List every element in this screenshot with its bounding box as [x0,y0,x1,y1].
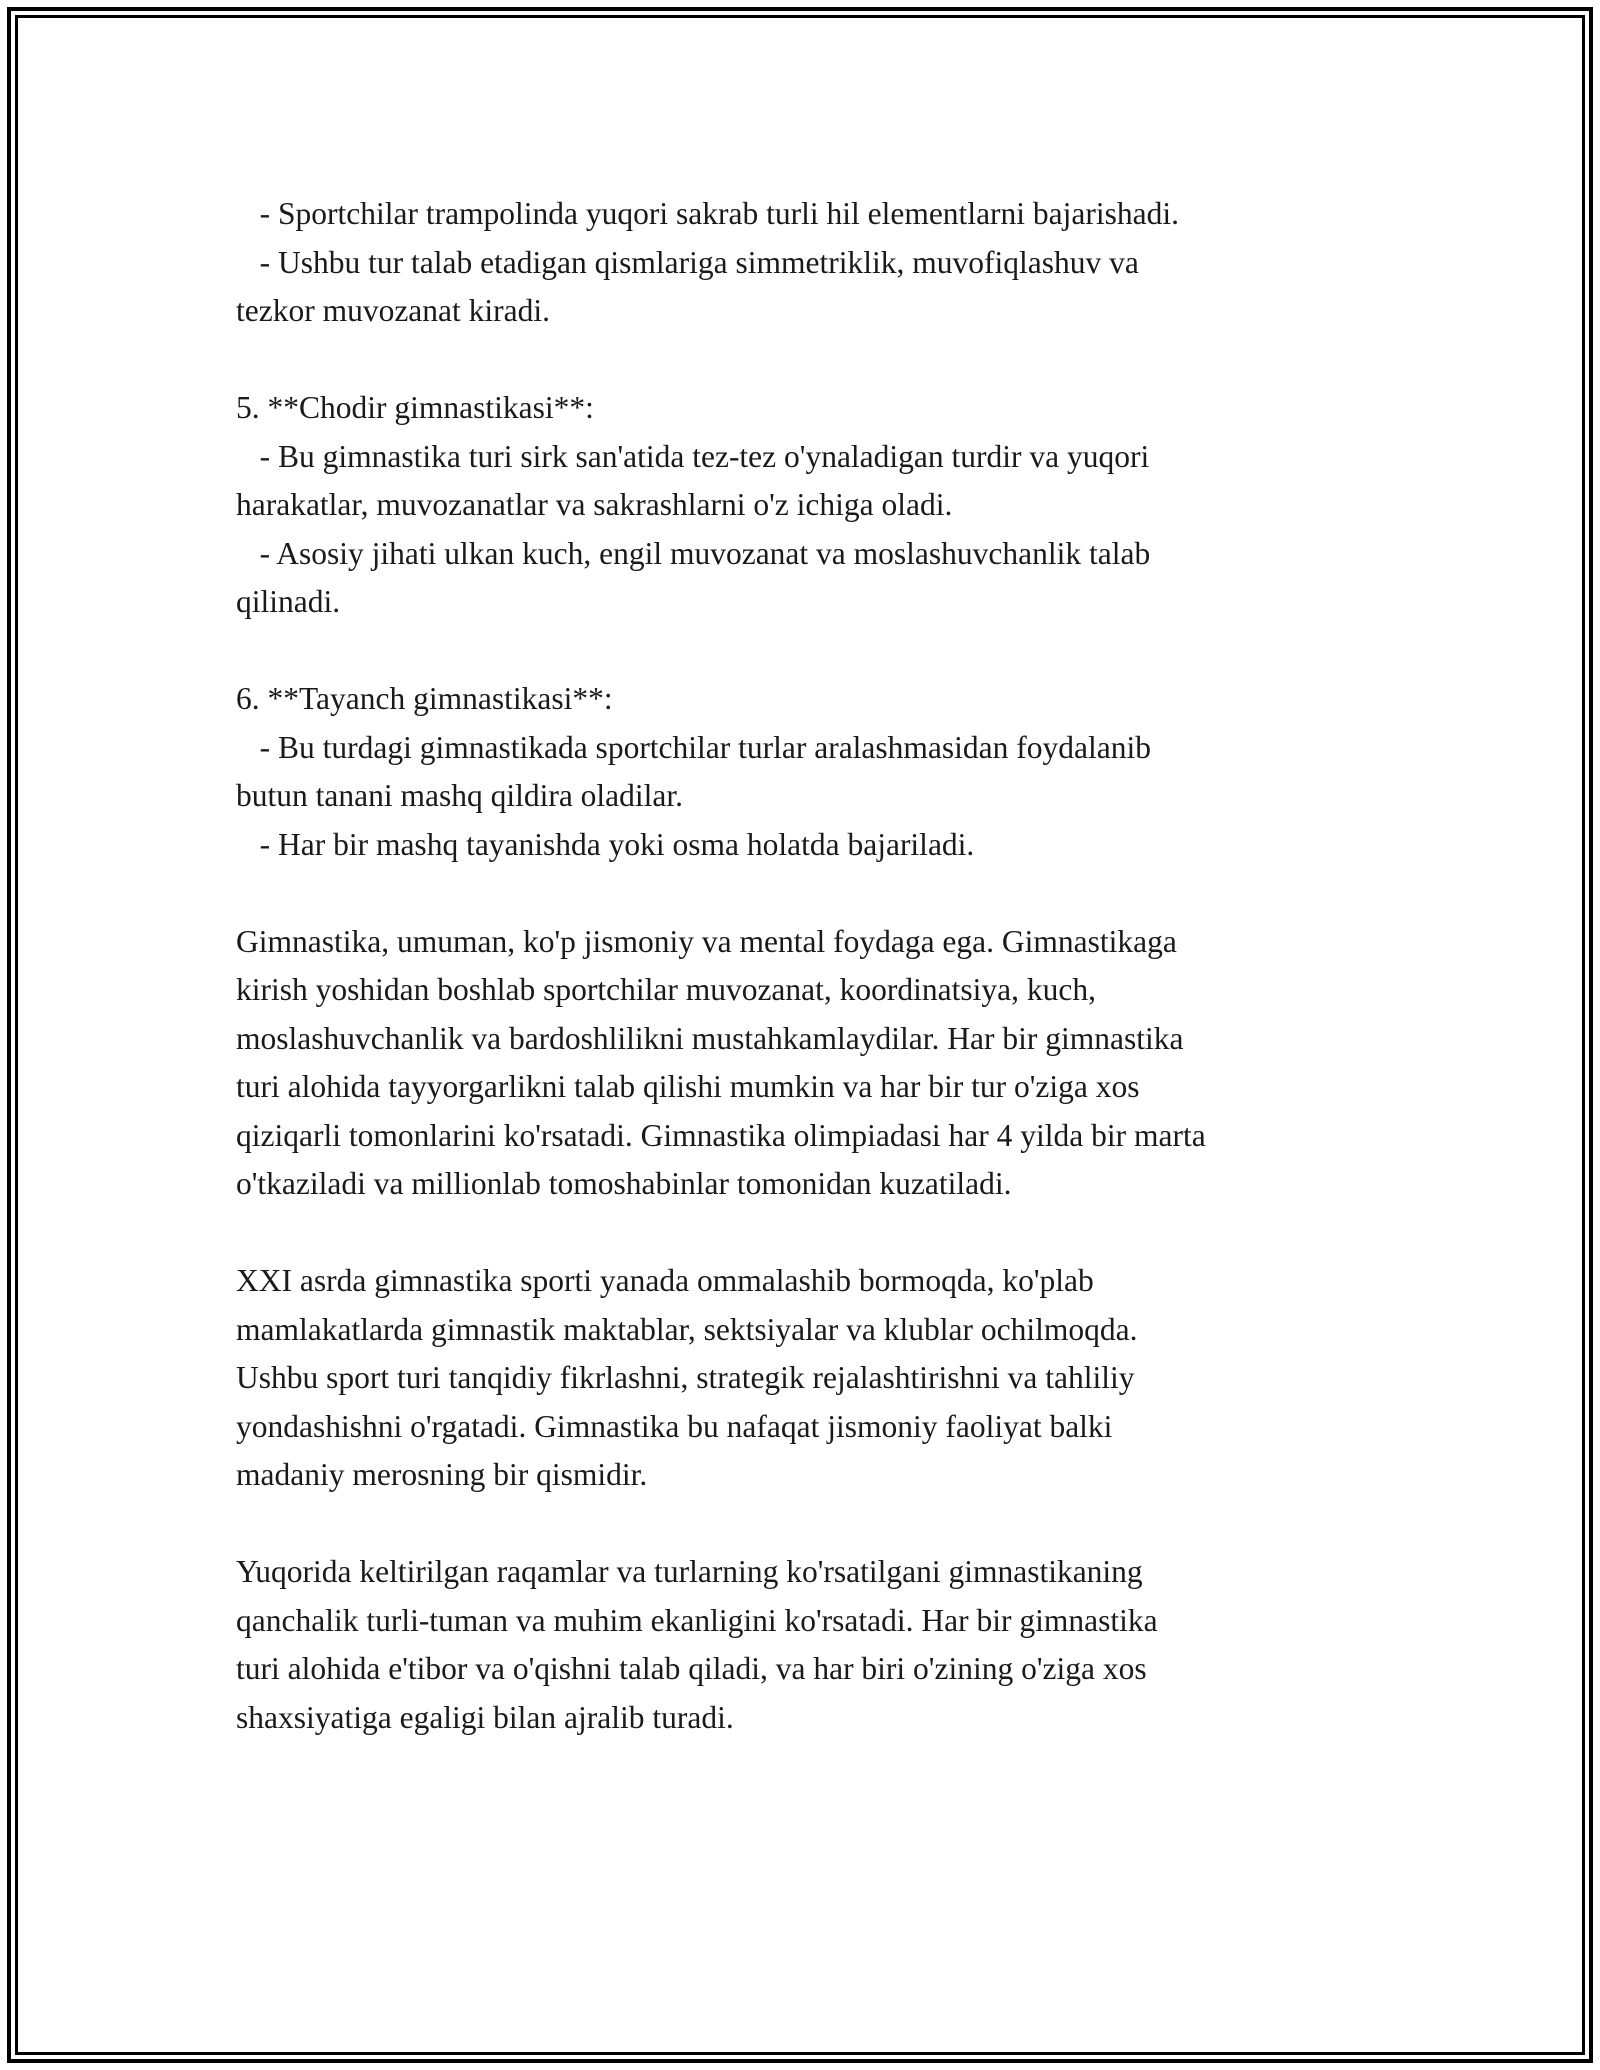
text-line: - Sportchilar trampolinda yuqori sakrab turli hil elementlarni bajarishadi. [236,196,1179,231]
blank-line [236,1209,1386,1258]
paragraph-line: o'tkaziladi va millionlab tomoshabinlar tomonidan kuzatiladi. [236,1166,1012,1201]
text-line: - Ushbu tur talab etadigan qismlariga simmetriklik, muvofiqlashuv va [236,244,1139,280]
paragraph-line: Yuqorida keltirilgan raqamlar va turlarning ko'rsatilgani gimnastikaning [236,1554,1143,1589]
text-line: butun tanani mashq qildira oladilar. [236,778,684,813]
paragraph-line: turi alohida tayyorgarlikni talab qilishi mumkin va har bir tur o'ziga xos [236,1069,1140,1104]
paragraph-line: yondashishni o'rgatadi. Gimnastika bu nafaqat jismoniy faoliyat balki [236,1408,1113,1444]
paragraph-line: kirish yoshidan boshlab sportchilar muvozanat, koordinatsiya, kuch, [236,972,1096,1007]
text-line: - Asosiy jihati ulkan kuch, engil muvozanat va moslashuvchanlik talab [236,535,1151,571]
paragraph-line: Ushbu sport turi tanqidiy fikrlashni, strategik rejalashtirishni va tahliliy [236,1360,1135,1395]
blank-line [236,336,1386,385]
paragraph-line: shaxsiyatiga egaligi bilan ajralib turadi. [236,1699,734,1735]
document-body [236,190,1386,1742]
text-line: harakatlar, muvozanatlar va sakrashlarni o'z ichiga oladi. [236,487,953,522]
paragraph-line: XXI asrda gimnastika sporti yanada ommalashib bormoqda, ko'plab [236,1263,1094,1298]
blank-line [236,627,1386,676]
paragraph-line: qanchalik turli-tuman va muhim ekanligini ko'rsatadi. Har bir gimnastika [236,1602,1158,1638]
paragraph-line: Gimnastika, umuman, ko'p jismoniy va mental foydaga ega. Gimnastikaga [236,923,1177,959]
blank-line [236,1500,1386,1549]
text-line: - Har bir mashq tayanishda yoki osma holatda bajariladi. [236,826,975,862]
text-line: qilinadi. [236,584,341,619]
section-heading: 6. **Tayanch gimnastikasi**: [236,681,613,716]
blank-line [236,869,1386,918]
paragraph-line: turi alohida e'tibor va o'qishni talab qiladi, va har biri o'zining o'ziga xos [236,1651,1147,1686]
text-line: tezkor muvozanat kiradi. [236,293,551,328]
paragraph-line: moslashuvchanlik va bardoshlilikni mustahkamlaydilar. Har bir gimnastika [236,1020,1184,1056]
text-line: - Bu gimnastika turi sirk san'atida tez-tez o'ynaladigan turdir va yuqori [236,438,1150,474]
paragraph-line: mamlakatlarda gimnastik maktablar, sektsiyalar va klublar ochilmoqda. [236,1311,1138,1347]
text-line: - Bu turdagi gimnastikada sportchilar turlar aralashmasidan foydalanib [236,729,1151,765]
section-heading: 5. **Chodir gimnastikasi**: [236,390,594,425]
paragraph-line: madaniy merosning bir qismidir. [236,1457,648,1492]
paragraph-line: qiziqarli tomonlarini ko'rsatadi. Gimnastika olimpiadasi har 4 yilda bir marta [236,1117,1206,1153]
